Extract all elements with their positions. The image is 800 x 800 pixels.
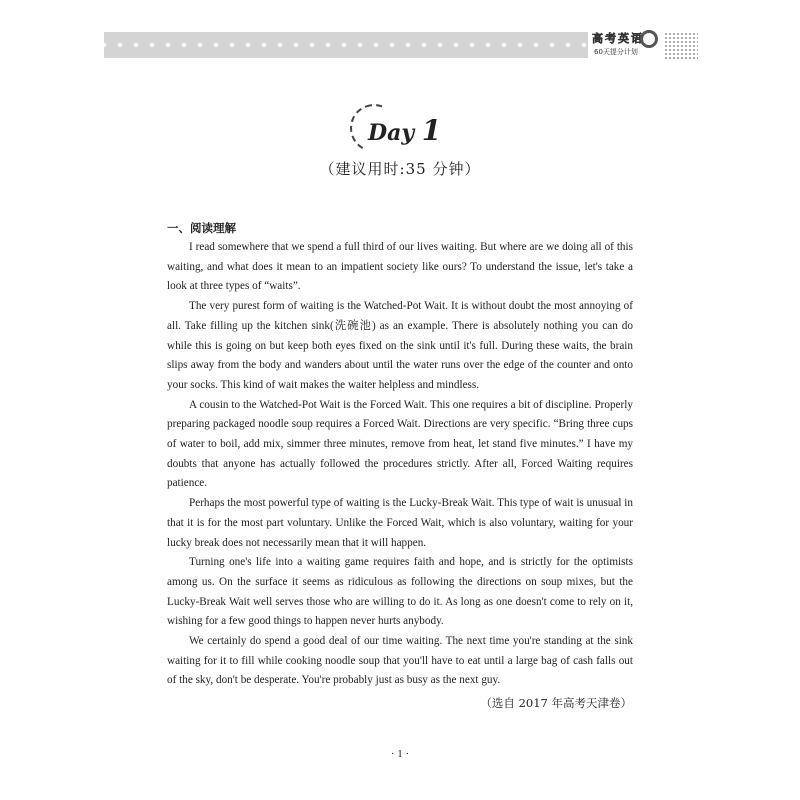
passage-source: （选自 2017 年高考天津卷） <box>480 696 632 710</box>
brand-subtitle: 60天提分计划 <box>594 48 638 56</box>
header-band <box>104 32 588 58</box>
brand-title: 高考英语 <box>592 32 644 45</box>
day-number: 1 <box>421 114 442 147</box>
page-number: · 1 · <box>390 748 410 760</box>
paragraph: We certainly do spend a good deal of our time waiting. The next time you're standing at the sink waiting for it to fill while cooking noodle soup that you'll have to eat until a large bag of cash falls out of the sky, don't be desperate. You're probably just as busy as the next guy. <box>167 635 633 687</box>
suggested-time: （建议用时:35 分钟） <box>319 160 481 178</box>
dot-grid-decoration <box>664 32 698 60</box>
day-title <box>368 114 441 147</box>
brand-logo <box>588 26 666 60</box>
section-title: 一、阅读理解 <box>167 221 236 235</box>
disc-icon <box>640 30 658 48</box>
paragraph: Turning one's life into a waiting game requires faith and hope, and is strictly for the optimists among us. On the surface it seems as ridiculous as following the directions on soup mixes, but the Lucky-Break Wait well serves those who are willing to do it. As long as one doesn't come to rely on it, wishing for a few good things to happen never hurts anybody. <box>167 556 633 628</box>
paragraph: The very purest form of waiting is the Watched-Pot Wait. It is without doubt the most annoying of all. Take filling up the kitchen sink(洗碗池) as an example. There is absolutely nothing you can do while this is going on but keep both eyes fixed on the sink until it's full. During these waits, the brain slips away from the body and wanders about until the water runs over the edge of the counter and onto your socks. This kind of wait makes the waiter helpless and mindless. <box>167 300 633 391</box>
paragraph: Perhaps the most powerful type of waiting is the Lucky-Break Wait. This type of wait is unusual in that it is for the most part voluntary. Unlike the Forced Wait, which is also voluntary, waiting for your lucky break does not necessarily mean that it will happen. <box>167 497 633 549</box>
reading-passage <box>167 238 633 691</box>
header-dots-decoration <box>104 32 588 58</box>
paragraph: A cousin to the Watched-Pot Wait is the Forced Wait. This one requires a bit of discipline. Properly preparing packaged noodle soup requires a Forced Wait. Directions are very specific. “Bring three cups of water to boil, add mix, simmer three minutes, remove from heat, let stand five minutes.” I have my doubts that anyone has actually followed the procedures strictly. After all, Forced Waiting requires patience. <box>167 398 633 490</box>
day-heading <box>350 104 450 152</box>
day-label: Day <box>368 120 415 146</box>
paragraph: I read somewhere that we spend a full third of our lives waiting. But where are we doing all of this waiting, and what does it mean to an impatient society like ours? To understand the issue, let's take a look at three types of “waits”. <box>167 241 633 293</box>
